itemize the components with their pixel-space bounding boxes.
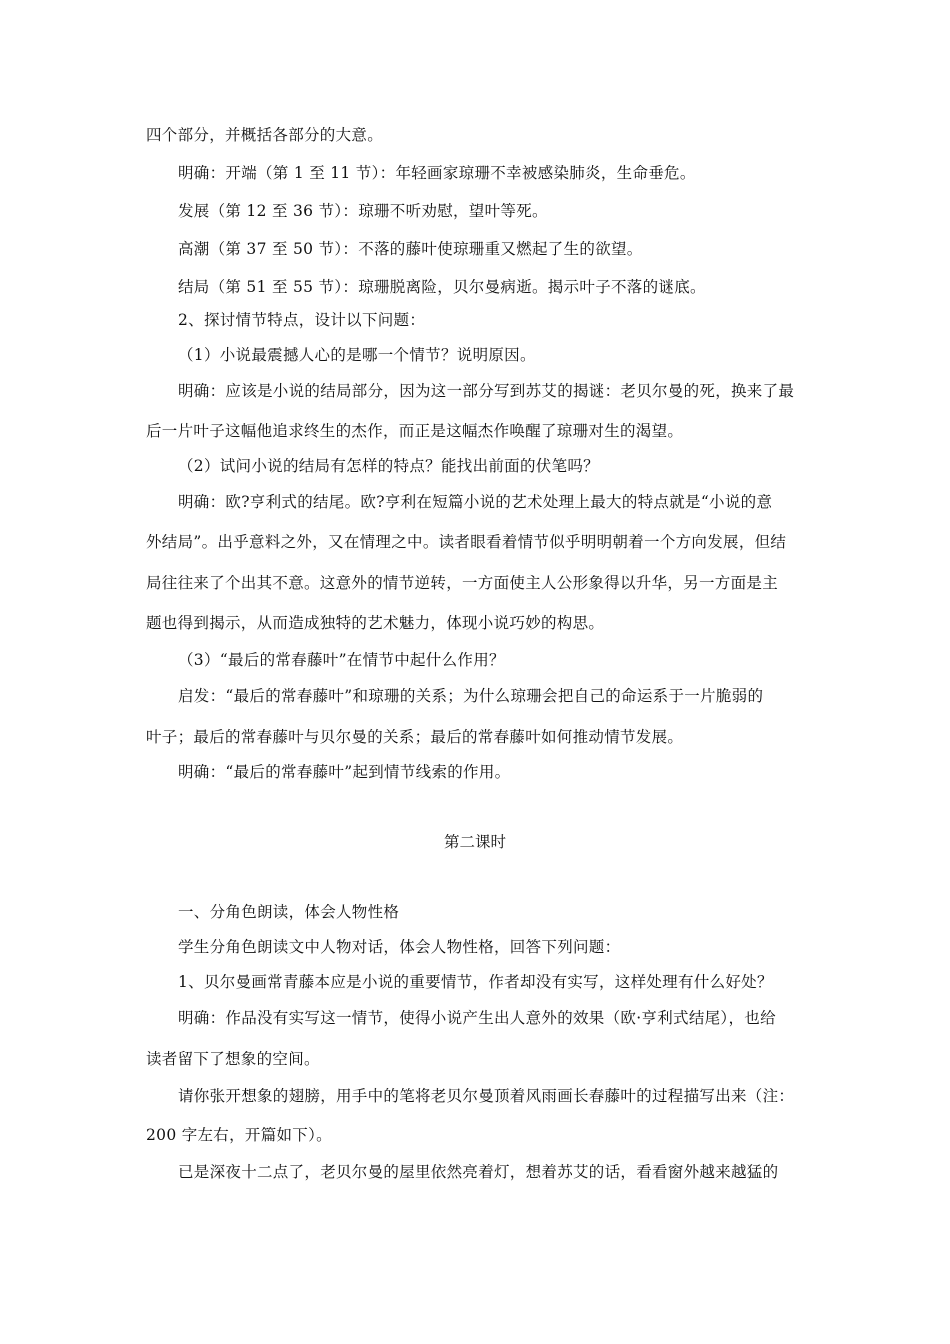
text-line: 1、贝尔曼画常青藤本应是小说的重要情节，作者却没有实写，这样处理有什么好处？ — [178, 973, 773, 991]
text-line: 读者留下了想象的空间。 — [146, 1050, 320, 1068]
text-line: 已是深夜十二点了，老贝尔曼的屋里依然亮着灯，想着苏艾的话，看看窗外越来越猛的 — [178, 1163, 779, 1181]
text-line: 题也得到揭示，从而造成独特的艺术魅力，体现小说巧妙的构思。 — [146, 614, 605, 632]
text-line: 叶子；最后的常春藤叶与贝尔曼的关系；最后的常春藤叶如何推动情节发展。 — [146, 728, 684, 746]
text-line: 启发：“最后的常春藤叶”和琼珊的关系；为什么琼珊会把自己的命运系于一片脆弱的 — [178, 687, 764, 705]
text-line: 明确：开端（第 1 至 11 节）：年轻画家琼珊不幸被感染肺炎，生命垂危。 — [178, 164, 696, 182]
text-line: 明确：应该是小说的结局部分，因为这一部分写到苏艾的揭谜：老贝尔曼的死，换来了最 — [178, 382, 795, 400]
text-line: 2、探讨情节特点，设计以下问题： — [178, 311, 426, 329]
text-line: 明确：作品没有实写这一情节，使得小说产生出人意外的效果（欧·亨利式结尾），也给 — [178, 1009, 776, 1027]
text-line: 一、分角色朗读，体会人物性格 — [178, 903, 400, 921]
text-line: 发展（第 12 至 36 节）：琼珊不听劝慰，望叶等死。 — [178, 202, 548, 220]
text-line: （1）小说最震撼人心的是哪一个情节？说明原因。 — [178, 346, 536, 364]
text-line: 明确：欧?亨利式的结尾。欧?亨利在短篇小说的艺术处理上最大的特点就是“小说的意 — [178, 493, 773, 511]
text-line: 结局（第 51 至 55 节）：琼珊脱离险，贝尔曼病逝。揭示叶子不落的谜底。 — [178, 278, 706, 296]
text-line: 四个部分，并概括各部分的大意。 — [146, 126, 384, 144]
text-line: 局往往来了个出其不意。这意外的情节逆转，一方面使主人公形象得以升华，另一方面是主 — [146, 574, 779, 592]
text-line: 200 字左右，开篇如下）。 — [146, 1126, 332, 1144]
text-line: 学生分角色朗读文中人物对话，体会人物性格，回答下列问题： — [178, 938, 621, 956]
text-line: （2）试问小说的结局有怎样的特点？能找出前面的伏笔吗？ — [178, 457, 599, 475]
text-line: 请你张开想象的翅膀，用手中的笔将老贝尔曼顶着风雨画长春藤叶的过程描写出来（注： — [178, 1087, 795, 1105]
text-line: 外结局”。出乎意料之外，又在情理之中。读者眼看着情节似乎明明朝着一个方向发展，但结 — [146, 533, 787, 551]
text-line: 明确：“最后的常春藤叶”起到情节线索的作用。 — [178, 763, 511, 781]
text-line: 高潮（第 37 至 50 节）：不落的藤叶使琼珊重又燃起了生的欲望。 — [178, 240, 643, 258]
text-line: 后一片叶子这幅他追求终生的杰作，而正是这幅杰作唤醒了琼珊对生的渴望。 — [146, 422, 684, 440]
text-line: （3）“最后的常春藤叶”在情节中起什么作用？ — [178, 651, 505, 669]
section-heading: 第二课时 — [443, 833, 506, 851]
